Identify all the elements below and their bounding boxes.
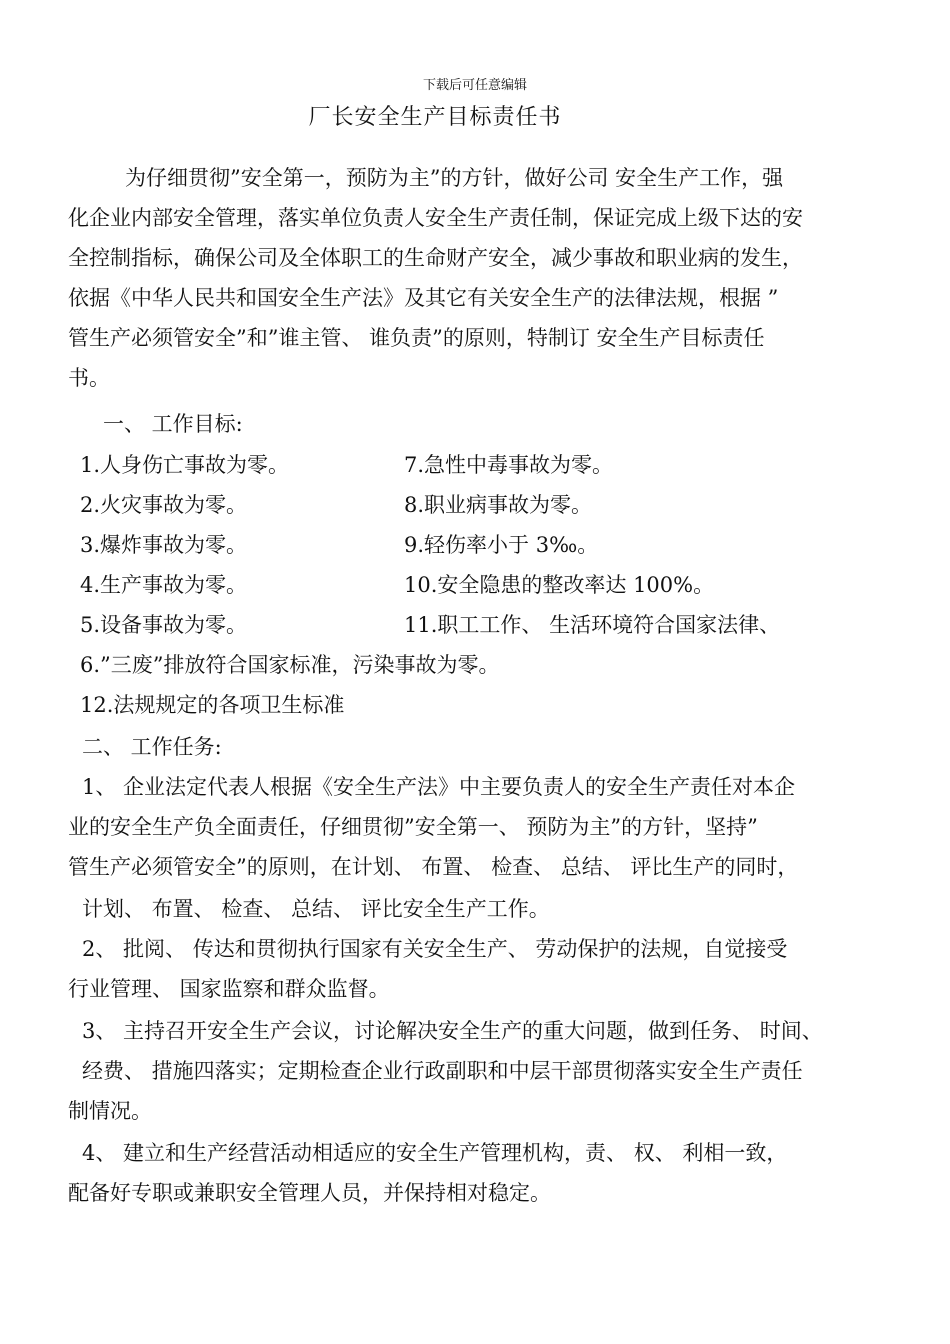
task-line: 经费、 措施四落实；定期检查企业行政副职和中层干部贯彻落实安全生产责任 (82, 1059, 803, 1083)
task-line: 1、 企业法定代表人根据《安全生产法》中主要负责人的安全生产责任对本企 (82, 775, 796, 799)
intro-line: 书。 (68, 366, 110, 390)
goal-item: 11.职工工作、 生活环境符合国家法律、 (404, 613, 781, 637)
goal-item: 8.职业病事故为零。 (404, 493, 593, 517)
header-note: 下载后可任意编辑 (422, 78, 527, 93)
goal-item: 12.法规规定的各项卫生标准 (80, 693, 345, 717)
task-line: 管生产必须管安全”的原则，在计划、 布置、 检查、 总结、 评比生产的同时， (68, 855, 799, 879)
goal-item: 3.爆炸事故为零。 (80, 533, 248, 557)
intro-line: 依据《中华人民共和国安全生产法》及其它有关安全生产的法律法规，根据 ” (68, 286, 779, 310)
task-line: 制情况。 (68, 1099, 152, 1123)
goal-item: 4.生产事故为零。 (80, 573, 248, 597)
section-heading-tasks: 二、 工作任务: (82, 735, 222, 759)
document-title: 厂长安全生产目标责任书 (308, 105, 562, 130)
intro-line: 管生产必须管安全”和”谁主管、 谁负责”的原则，特制订 安全生产目标责任 (68, 326, 765, 350)
intro-line: 化企业内部安全管理，落实单位负责人安全生产责任制，保证完成上级下达的安 (68, 206, 803, 230)
task-line: 业的安全生产负全面责任，仔细贯彻”安全第一、 预防为主”的方针，坚持” (68, 815, 758, 839)
goal-item: 7.急性中毒事故为零。 (404, 453, 614, 477)
goal-item: 6.”三废”排放符合国家标准，污染事故为零。 (80, 653, 500, 677)
task-line: 2、 批阅、 传达和贯彻执行国家有关安全生产、 劳动保护的法规，自觉接受 (82, 937, 788, 961)
goal-item: 9.轻伤率小于 3‰。 (404, 533, 599, 557)
intro-line: 全控制指标，确保公司及全体职工的生命财产安全，减少事故和职业病的发生， (68, 246, 803, 270)
task-line: 3、 主持召开安全生产会议，讨论解决安全生产的重大问题，做到任务、 时间、 (82, 1019, 823, 1043)
task-line: 配备好专职或兼职安全管理人员，并保持相对稳定。 (68, 1181, 551, 1205)
goal-item: 1.人身伤亡事故为零。 (80, 453, 290, 477)
goal-item: 2.火灾事故为零。 (80, 493, 248, 517)
task-line: 行业管理、 国家监察和群众监督。 (68, 977, 390, 1001)
section-heading-goals: 一、 工作目标: (103, 412, 243, 436)
goal-item: 10.安全隐患的整改率达 100%。 (404, 573, 715, 597)
goal-item: 5.设备事故为零。 (80, 613, 248, 637)
intro-line: 为仔细贯彻”安全第一，预防为主”的方针，做好公司 安全生产工作，强 (125, 166, 784, 190)
task-line: 4、 建立和生产经营活动相适应的安全生产管理机构，责、 权、 利相一致， (82, 1141, 788, 1165)
task-line: 计划、 布置、 检查、 总结、 评比安全生产工作。 (82, 897, 550, 921)
